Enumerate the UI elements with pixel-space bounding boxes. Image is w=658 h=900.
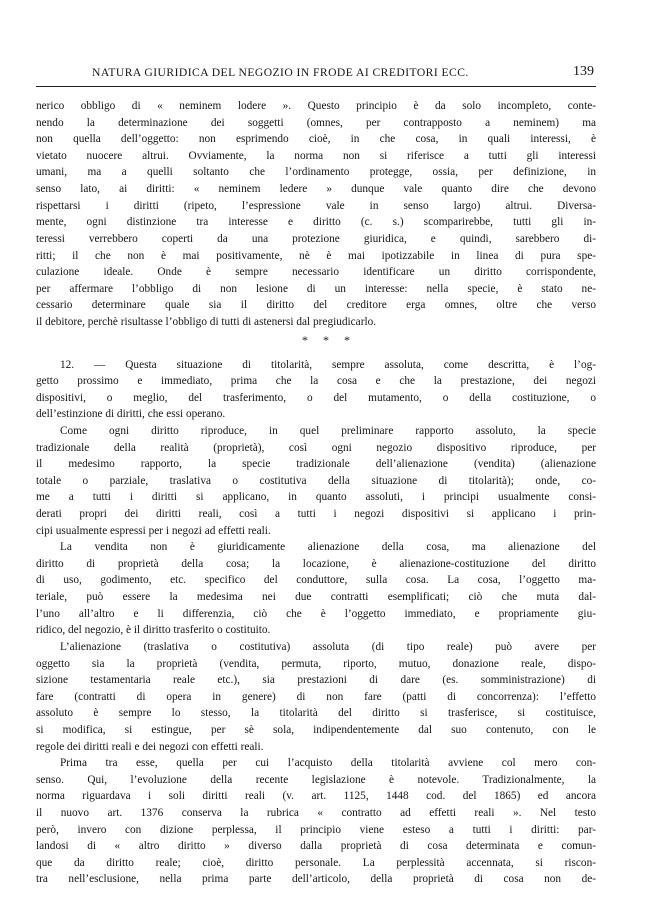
text-line: que da diritto reale; cioè, diritto personale. La perplessità accennata, si riscon-	[36, 856, 596, 869]
text-line: me a tutti i diritti si applicano, in quanto assoluti, i principi usualmente consi-	[36, 491, 596, 504]
text-line: senso. Qui, l’evoluzione della recente legislazione è notevole. Tradizionalmente, la	[36, 773, 596, 786]
text-line: assoluto è sempre lo stesso, la titolarità del diritto si trasferisce, si costituisce,	[36, 707, 596, 720]
text-line: diritto di proprietà della cosa; la locazione, è alienazione-costituzione del diritto	[36, 557, 596, 570]
text-line: regole dei diritti reali e dei negozi con effetti reali.	[36, 740, 264, 753]
text-line: cessario determinare quale sia il diritto del creditore erga omnes, oltre che verso	[36, 299, 596, 312]
text-line: si modifica, si estingue, per sè sola, indipendentemente dal suo contenuto, con le	[36, 723, 596, 736]
text-line: di uso, godimento, etc. specifico del conduttore, sulla cosa. La cosa, l’oggetto ma-	[36, 574, 596, 587]
text-line: Come ogni diritto riproduce, in quel preliminare rapporto assoluto, la specie	[60, 425, 596, 437]
text-line: il debitore, perchè risultasse l’obbligo di tutti di astenersi dal pregiudicarlo.	[36, 315, 377, 328]
text-line: 12. — Questa situazione di titolarità, sempre assoluta, come descritta, è l’og-	[60, 358, 596, 371]
text-line: per affermare l’obbligo di non lesione di un interesse: nella specie, è stato ne-	[36, 282, 596, 295]
text-line: teriale, può essere la medesima nei due contratti esemplificati; ciò che muta dal-	[36, 591, 596, 603]
text-line: teressi verrebbero coperti da una protezione giuridica, e quindi, sarebbero di-	[36, 232, 596, 245]
text-line: il nuovo art. 1376 conserva la rubrica « contratto ad effetti reali ». Nel testo	[36, 807, 596, 819]
text-line: sizione testamentaria reale etc.), sia prestazioni di dare (es. somministrazione) di	[36, 674, 596, 687]
text-line: oggetto sia la proprietà (vendita, permuta, riporto, mutuo, donazione reale, dispo-	[36, 657, 596, 670]
text-line: fare (contratti di opera in genere) di non fare (patti di concorrenza): l’effetto	[36, 690, 596, 703]
text-line: culazione ideale. Onde è sempre necessario identificare un diritto corrispondente,	[36, 266, 596, 279]
text-line: l’uno all’altro e li differenzia, ciò che è l’oggetto immediato, e propriamente giu-	[36, 607, 596, 620]
text-line: ritti; il che non è mai positivamente, nè è mai ipotizzabile in linea di pura spe-	[36, 249, 596, 262]
text-line: getto prossimo e immediato, prima che la cosa e che la prestazione, dei negozi	[36, 375, 596, 388]
text-line: dispositivi, o meglio, del trasferimento, o del mutamento, o della costituzione, o	[36, 391, 596, 404]
text-line: ridico, del negozio, è il diritto trasferito o costituito.	[36, 624, 271, 637]
text-line: tra nell’esclusione, nella prima parte dell’articolo, della proprietà di cosa non de-	[36, 873, 596, 886]
running-head-title: NATURA GIURIDICA DEL NEGOZIO IN FRODE AI CREDITORI ECC.	[92, 66, 469, 79]
text-line: vietato nuocere altrui. Ovviamente, la norma non si riferisce a tutti gli interessi	[36, 149, 596, 162]
text-line: nendo la determinazione dei soggetti (omnes, per contrapposto a neminem) ma	[36, 116, 596, 129]
text-line: tradizionale della realità (proprietà), così ogni negozio dispositivo riproduce, per	[36, 441, 596, 454]
text-line: cipi usualmente espressi per i negozi ad effetti reali.	[36, 524, 271, 537]
text-line: derati propri dei diritti reali, così a tutti i negozi dispositivi si applicano i prin-	[36, 508, 596, 520]
text-line: totale o parziale, traslativa o costitutiva della situazione di titolarità); onde, co-	[36, 474, 596, 487]
text-line: non quella dell’oggetto: non esprimendo cioè, in che cosa, in quali interessi, è	[36, 133, 596, 146]
text-line: rispettarsi i diritti (ripeto, l’espressione vale in senso largo) altrui. Diversa-	[36, 199, 596, 212]
text-line: dell’estinzione di diritti, che essi operano.	[36, 408, 226, 421]
text-line: Prima tra esse, quella per cui l’acquisto della titolarità avviene col mero con-	[60, 757, 596, 770]
text-line: L’alienazione (traslativa o costitutiva) assoluta (di tipo reale) può avere per	[60, 640, 596, 653]
text-line: norma riguardava i soli diritti reali (v. art. 1125, 1448 cod. del 1865) ed ancora	[36, 790, 596, 803]
text-line: però, invero con dizione perplessa, il principio viene esteso a tutti i diritti: par-	[36, 823, 596, 836]
page-number: 139	[573, 64, 594, 79]
text-line: umani, ma a quelli soltanto che l’ordinamento protegge, ossia, per definizione, in	[36, 166, 596, 179]
text-line: nerico obbligo di « neminem lodere ». Questo principio è da solo incompleto, conte-	[36, 100, 596, 112]
text-line: mente, ogni distinzione tra interesse e diritto (c. s.) scomparirebbe, tutti gli in-	[36, 216, 596, 229]
text-line: senso lato, ai diritti: « neminem ledere » dunque vale quanto dire che devono	[36, 183, 596, 195]
text-line: La vendita non è giuridicamente alienazione della cosa, ma alienazione del	[60, 541, 596, 554]
section-separator: * * *	[302, 332, 356, 347]
text-line: landosi di « altro diritto » diverso dalla proprietà di cosa determinata e comun-	[36, 840, 596, 853]
running-header	[36, 64, 596, 87]
text-line: il medesimo rapporto, la specie tradizionale dell’alienazione (vendita) (alienazione	[36, 458, 596, 471]
